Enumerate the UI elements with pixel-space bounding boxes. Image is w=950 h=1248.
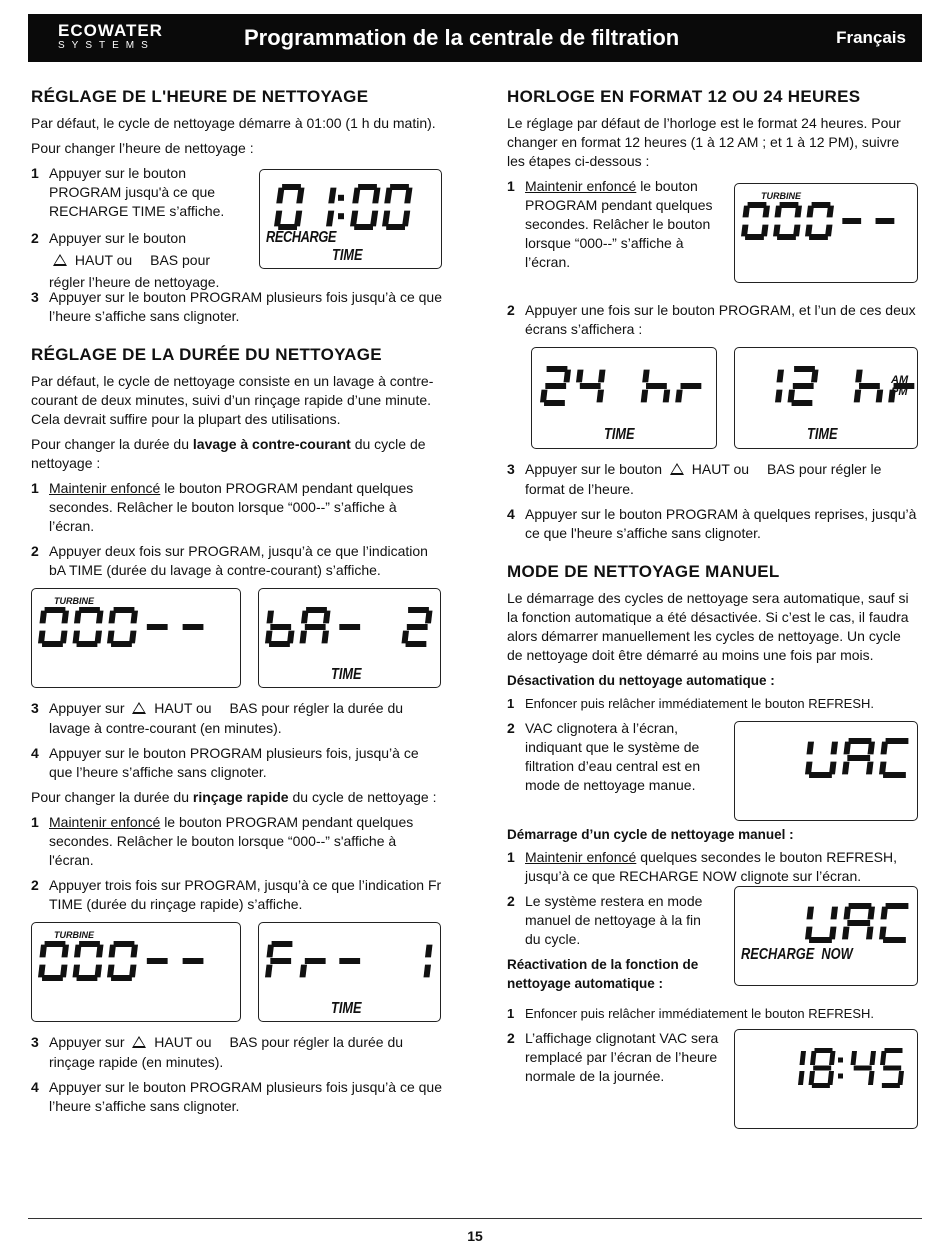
segment-f	[109, 945, 117, 958]
lcd-display-fast-rinse	[258, 922, 441, 1022]
segment-c	[597, 390, 605, 403]
lcd-character	[350, 184, 381, 230]
section-title-cleaning-duration: RÉGLAGE DE LA DURÉE DU NETTOYAGE	[31, 345, 382, 364]
segment-g	[681, 383, 702, 389]
lcd-display-backwash	[258, 588, 441, 688]
segment-g	[407, 624, 428, 630]
lcd-label-time: TIME	[604, 426, 635, 443]
segment-g	[883, 1066, 901, 1071]
steps-with-display	[507, 177, 919, 297]
segment-d	[745, 234, 764, 240]
segment-b	[829, 1051, 836, 1065]
segment-a	[306, 607, 327, 613]
seven-segment-readout	[32, 923, 242, 1023]
lcd-character	[300, 607, 331, 643]
lcd-character	[265, 611, 295, 647]
segment-c	[287, 631, 295, 644]
lcd-label-am: AM	[891, 374, 909, 386]
lcd-label-time: TIME	[332, 247, 363, 264]
segment-d	[406, 641, 427, 647]
step: 3 Appuyer sur le bouton HAUT ou BAS pour régler le format de l’heure.	[507, 461, 882, 497]
segment-g	[646, 383, 667, 389]
step: 1 Maintenir enfoncé quelques secondes le bouton REFRESH, jusqu’à ce que RECHARGE NOW clignote sur l’écran.	[507, 849, 898, 884]
lcd-label-recharge-now: RECHARGE NOW	[741, 946, 853, 963]
segment-a	[849, 738, 872, 744]
step: 2 Appuyer deux fois sur PROGRAM, jusqu’à ce que l’indication bA TIME (durée du lavage à contre-courant) s’affiche.	[31, 543, 428, 578]
segment-e	[300, 965, 308, 978]
up-arrow-icon	[670, 463, 684, 475]
up-arrow-icon	[132, 1036, 146, 1048]
steps-with-display	[507, 719, 919, 819]
lcd-character	[73, 941, 104, 981]
segment-a	[886, 903, 909, 909]
segment-f	[109, 611, 117, 624]
lcd-character	[805, 202, 834, 240]
segment-e	[842, 762, 850, 775]
segment-f	[810, 1051, 817, 1065]
paragraph: Pour changer l’heure de nettoyage :	[31, 140, 254, 156]
lcd-character	[339, 624, 360, 630]
segment-g	[813, 1066, 831, 1071]
lcd-character	[540, 366, 571, 406]
segment-g	[545, 383, 566, 389]
segment-a	[390, 184, 409, 190]
lcd-character	[851, 1051, 877, 1085]
segment-d	[812, 1083, 830, 1088]
display-row	[31, 922, 443, 1022]
lcd-character	[675, 383, 701, 402]
segment-g	[859, 383, 880, 389]
page-header	[28, 14, 922, 62]
lcd-character	[265, 941, 292, 977]
left-column	[31, 86, 443, 1122]
steps-block	[31, 164, 251, 288]
lcd-character	[741, 202, 770, 240]
segment-a	[45, 607, 66, 613]
step: 3 Appuyer sur HAUT ou BAS pour régler la durée du lavage à contre-courant (en minutes).	[31, 700, 404, 736]
segment-d	[111, 975, 132, 981]
lcd-label-turbine: TURBINE	[761, 191, 801, 201]
segment-a	[114, 941, 135, 947]
segment-c	[898, 1071, 905, 1085]
segment-d	[809, 234, 828, 240]
segment-d	[883, 937, 906, 943]
section-title-manual-mode: MODE DE NETTOYAGE MANUEL	[507, 562, 780, 581]
segment-e	[641, 390, 649, 403]
segment-c	[775, 390, 783, 403]
colon-dot	[838, 1058, 843, 1063]
display-row	[531, 347, 919, 449]
lcd-character	[880, 1048, 904, 1088]
steps-block	[507, 1029, 719, 1129]
brand-main: ECOWATER	[58, 21, 163, 40]
footer-divider	[28, 1218, 922, 1219]
subheading: Désactivation du nettoyage automatique :	[507, 673, 775, 688]
segment-e	[842, 927, 850, 940]
lcd-character	[805, 907, 838, 943]
lcd-character	[809, 1048, 836, 1088]
step: 1 Maintenir enfoncé le bouton PROGRAM pendant quelques secondes. Relâcher le bouton lorsque “000--” s'affiche à l'écran.	[31, 814, 414, 868]
segment-g	[270, 958, 291, 964]
colon-dot	[838, 1074, 843, 1079]
segment-g	[339, 958, 360, 964]
segment-a	[408, 607, 429, 613]
segment-g	[183, 624, 204, 630]
step: 2 Appuyer trois fois sur PROGRAM, jusqu’à ce que l’indication Fr TIME (durée du rinçage rapide) s’affiche.	[31, 877, 442, 912]
up-arrow-icon	[132, 702, 146, 714]
paragraph: Pour changer la durée du lavage à contre-courant du cycle de nettoyage :	[31, 436, 426, 471]
segment-b	[800, 1051, 807, 1065]
segment-a	[794, 366, 815, 372]
segment-a	[780, 202, 799, 208]
lcd-character	[300, 958, 326, 977]
segment-g	[847, 920, 870, 926]
lcd-label-turbine: TURBINE	[54, 596, 94, 606]
lcd-character	[876, 218, 895, 224]
segment-d	[77, 975, 98, 981]
steps-block	[507, 892, 719, 992]
segment-f	[74, 611, 82, 624]
step: 3 Appuyer sur HAUT ou BAS pour régler la durée du rinçage rapide (en minutes).	[31, 1034, 404, 1070]
segment-b	[777, 370, 785, 383]
segment-f	[267, 611, 275, 624]
lcd-character	[73, 607, 104, 647]
seven-segment-readout	[735, 1030, 919, 1130]
lcd-label-time: TIME	[807, 426, 838, 443]
step: 1 Enfoncer puis relâcher immédiatement le bouton REFRESH.	[507, 696, 874, 711]
subheading: Démarrage d’un cycle de nettoyage manuel :	[507, 827, 794, 842]
segment-f	[807, 742, 815, 755]
segment-f	[855, 370, 863, 383]
segment-f	[276, 188, 284, 204]
segment-a	[114, 607, 135, 613]
brand-logo	[58, 22, 163, 52]
steps-with-display	[507, 1029, 919, 1129]
step: 2 Le système restera en mode manuel de nettoyage à la fin du cycle.	[507, 893, 703, 947]
segment-f	[74, 945, 82, 958]
lcd-character	[842, 903, 875, 939]
lcd-character	[576, 370, 606, 403]
lcd-character	[147, 624, 168, 630]
lcd-display-recharge-time	[259, 169, 442, 269]
lcd-character	[842, 218, 861, 224]
lcd-character	[788, 366, 819, 406]
lcd-character	[183, 624, 204, 630]
segment-c	[868, 1071, 875, 1085]
segment-e	[854, 390, 862, 403]
segment-d	[111, 641, 132, 647]
segment-e	[300, 631, 308, 644]
step: 4 Appuyer sur le bouton PROGRAM plusieurs fois jusqu’à ce que l’heure s’affiche sans clignoter.	[31, 1079, 442, 1114]
segment-b	[870, 1051, 877, 1065]
segment-g	[793, 383, 814, 389]
segment-b	[425, 945, 433, 958]
paragraph: Par défaut, le cycle de nettoyage consiste en un lavage à contre-courant de deux minutes, suivi d’un rinçage rapide d’une minute. Cela devrait suffire pour la plupart des utilisations.	[31, 373, 434, 427]
segment-b	[831, 907, 839, 920]
segment-c	[322, 631, 330, 644]
segment-f	[743, 206, 751, 218]
lcd-character	[879, 903, 908, 943]
segment-b	[328, 188, 336, 204]
lcd-label-recharge: RECHARGE	[266, 229, 337, 246]
page-number: 15	[467, 1228, 483, 1244]
paragraph: Le démarrage des cycles de nettoyage sera automatique, sauf si la fonction automatique a été désactivée. Si c’est le cas, il faudra alors démarrer manuellement les cycles de nettoyage. Un cycle de nettoyage doit être démarré au moins une fois par mois.	[507, 590, 909, 663]
segment-a	[547, 366, 568, 372]
segment-f	[267, 945, 275, 958]
lcd-character	[339, 958, 360, 964]
segment-f	[851, 1051, 858, 1065]
segment-g	[580, 383, 601, 389]
seven-segment-readout	[735, 184, 919, 284]
segment-d	[544, 400, 565, 406]
lcd-character	[854, 370, 884, 403]
segment-g	[305, 958, 326, 964]
segment-c	[663, 390, 671, 403]
segment-f	[807, 907, 815, 920]
lcd-character	[38, 941, 69, 981]
step: 2 VAC clignotera à l’écran, indiquant que le système de filtration d’eau central est en mode de nettoyage manue.	[507, 720, 701, 793]
seven-segment-readout	[32, 589, 242, 689]
page-title: Programmation de la centrale de filtration	[244, 25, 680, 50]
segment-a	[815, 1048, 833, 1053]
right-column	[507, 86, 919, 1129]
segment-e	[809, 1071, 816, 1085]
segment-g	[339, 624, 360, 630]
lcd-character	[107, 607, 138, 647]
lcd-label-time: TIME	[331, 1000, 362, 1017]
up-arrow-icon	[53, 254, 67, 266]
section-title-clock-format: HORLOGE EN FORMAT 12 OU 24 HEURES	[507, 87, 861, 106]
step: 2 L’affichage clignotant VAC sera remplacé par l’écran de l’heure normale de la journée.	[507, 1030, 719, 1084]
segment-d	[42, 975, 63, 981]
segment-c	[326, 211, 334, 227]
lcd-character	[879, 738, 908, 778]
segment-g	[842, 218, 861, 224]
segment-c	[424, 965, 432, 978]
paragraph: Par défaut, le cycle de nettoyage démarre à 01:00 (1 h du matin).	[31, 115, 436, 131]
step: 2 Appuyer une fois sur le bouton PROGRAM, et l’un de ces deux écrans s’affichera :	[507, 302, 916, 337]
segment-f	[807, 206, 815, 218]
segment-f	[775, 206, 783, 218]
segment-g	[183, 958, 204, 964]
lcd-character	[424, 945, 433, 978]
segment-a	[886, 738, 909, 744]
colon-dot	[338, 213, 344, 219]
lcd-display-vac	[734, 721, 918, 821]
lcd-character	[641, 370, 671, 403]
segment-c	[798, 1071, 805, 1085]
paragraph: Pour changer la durée du rinçage rapide du cycle de nettoyage :	[31, 789, 437, 805]
segment-f	[40, 611, 48, 624]
seven-segment-readout	[735, 887, 919, 987]
lcd-display-24hr	[531, 347, 717, 449]
segment-g	[147, 958, 168, 964]
segment-d	[792, 400, 813, 406]
segment-f	[576, 370, 584, 383]
steps-block	[507, 177, 719, 297]
lcd-label-time: TIME	[331, 666, 362, 683]
segment-f	[384, 188, 392, 204]
lcd-display-time	[734, 1029, 918, 1129]
language-label: Français	[836, 28, 906, 47]
segment-b	[831, 742, 839, 755]
segment-f	[880, 1051, 887, 1065]
segment-f	[881, 907, 889, 920]
lcd-character	[326, 188, 337, 227]
segment-d	[777, 234, 796, 240]
colon-dot	[338, 195, 344, 201]
lcd-label-pm: PM	[891, 386, 908, 398]
segment-d	[386, 224, 405, 230]
step: 3 Appuyer sur le bouton PROGRAM plusieurs fois jusqu’à ce que l’heure s’affiche sans clignoter.	[31, 289, 442, 324]
lcd-character	[842, 738, 875, 774]
segment-d	[77, 641, 98, 647]
segment-a	[45, 941, 66, 947]
segment-c	[829, 762, 837, 775]
segment-g	[270, 624, 291, 630]
lcd-display-turbine	[31, 588, 241, 688]
segment-d	[42, 641, 63, 647]
segment-d	[354, 224, 373, 230]
lcd-label-turbine: TURBINE	[54, 930, 94, 940]
seven-segment-readout	[735, 722, 919, 822]
brand-sub: SYSTEMS	[58, 40, 155, 51]
segment-a	[358, 184, 377, 190]
step: 1 Maintenir enfoncé le bouton PROGRAM pendant quelques secondes. Relâcher le bouton lorsque “000--” s’affiche à l’écran.	[507, 178, 713, 270]
step: 1 Appuyer sur le bouton PROGRAM jusqu'à ce que RECHARGE TIME s’affiche.	[31, 165, 225, 219]
segment-g	[147, 624, 168, 630]
segment-d	[269, 641, 290, 647]
segment-c	[828, 1071, 835, 1085]
lcd-display-turbine	[734, 183, 918, 283]
segment-a	[812, 202, 831, 208]
segment-f	[642, 370, 650, 383]
segment-c	[866, 927, 874, 940]
segment-d	[883, 772, 906, 778]
segment-g	[876, 218, 895, 224]
segment-c	[876, 390, 884, 403]
segment-c	[866, 762, 874, 775]
lcd-character	[773, 202, 802, 240]
segment-e	[265, 965, 273, 978]
segment-a	[885, 1048, 903, 1053]
segment-a	[748, 202, 767, 208]
segment-d	[809, 937, 832, 943]
steps-block	[507, 719, 719, 819]
segment-a	[272, 941, 293, 947]
segment-d	[882, 1083, 900, 1088]
lcd-display-turbine	[31, 922, 241, 1022]
segment-b	[598, 370, 606, 383]
steps-with-display	[31, 164, 443, 288]
lcd-character	[382, 184, 413, 230]
lcd-character	[402, 607, 433, 647]
segment-g	[847, 755, 870, 761]
lcd-display-12hr	[734, 347, 918, 449]
segment-d	[809, 772, 832, 778]
lcd-character	[107, 941, 138, 981]
segment-a	[282, 184, 301, 190]
segment-a	[79, 607, 100, 613]
segment-a	[79, 941, 100, 947]
segment-g	[305, 624, 326, 630]
segment-c	[829, 927, 837, 940]
lcd-character	[147, 958, 168, 964]
lcd-character	[183, 958, 204, 964]
step: 1 Maintenir enfoncé le bouton PROGRAM pendant quelques secondes. Relâcher le bouton lorsque “000--” s’affiche à l’écran.	[31, 480, 414, 534]
lcd-character	[274, 184, 305, 230]
subheading: Réactivation de la fonction de nettoyage automatique :	[507, 957, 699, 991]
segment-g	[854, 1066, 872, 1071]
step: 2 Appuyer sur le bouton HAUT ou BAS pour régler l’heure de nettoyage.	[31, 230, 220, 290]
lcd-character	[798, 1051, 806, 1085]
steps-with-display	[507, 892, 919, 992]
lcd-character	[775, 370, 784, 403]
step: 4 Appuyer sur le bouton PROGRAM à quelques reprises, jusqu’à ce que l'heure s’affiche sans clignoter.	[507, 506, 917, 541]
step: 1 Enfoncer puis relâcher immédiatement le bouton REFRESH.	[507, 1006, 874, 1021]
segment-e	[675, 390, 683, 403]
segment-f	[40, 945, 48, 958]
lcd-character	[38, 607, 69, 647]
paragraph: Le réglage par défaut de l’horloge est le format 24 heures. Pour changer en format 12 heures (1 à 12 AM ; et 1 à 12 PM), suivre les étapes ci-dessous :	[507, 115, 901, 169]
segment-f	[881, 742, 889, 755]
section-title-cleaning-time: RÉGLAGE DE L'HEURE DE NETTOYAGE	[31, 87, 369, 106]
step: 4 Appuyer sur le bouton PROGRAM plusieurs fois, jusqu’à ce que l’heure s’affiche sans clignoter.	[31, 745, 419, 780]
segment-a	[849, 903, 872, 909]
lcd-display-vac-recharge	[734, 886, 918, 986]
lcd-character	[805, 742, 838, 778]
display-row	[31, 588, 443, 688]
segment-f	[352, 188, 360, 204]
